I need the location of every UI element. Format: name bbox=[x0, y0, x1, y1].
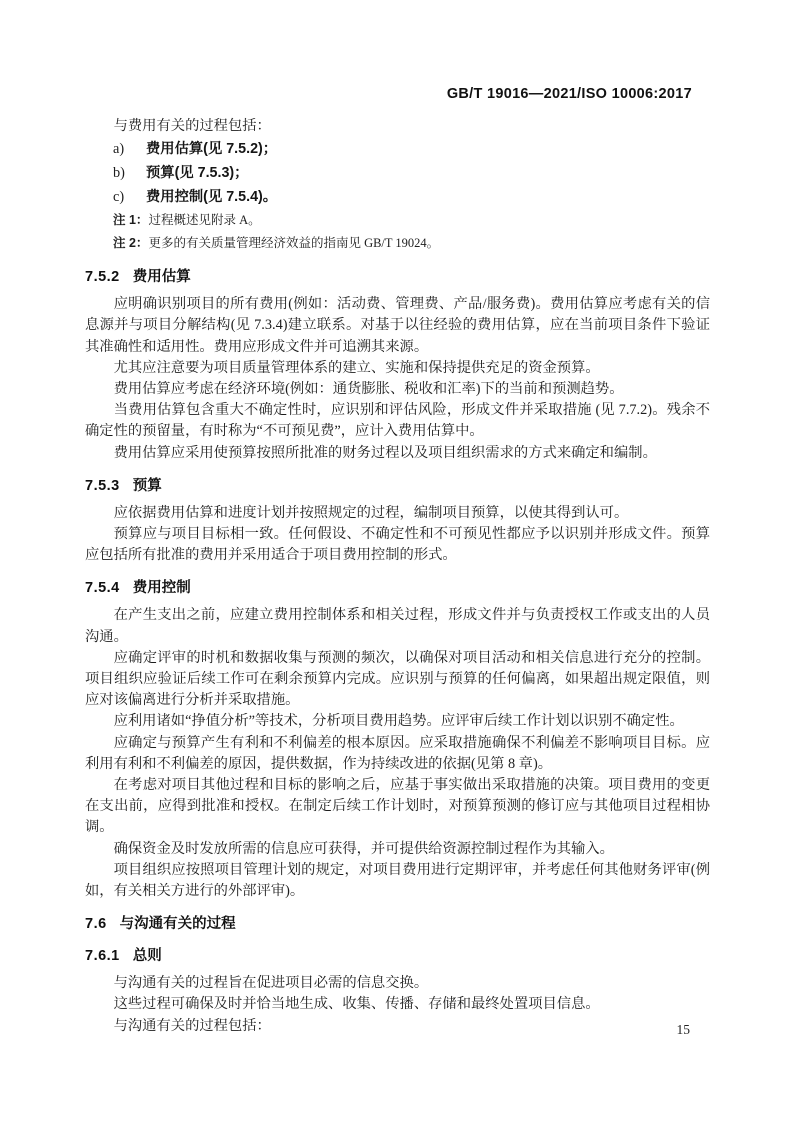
clause-heading bbox=[85, 578, 710, 598]
paragraph: 这些过程可确保及时并恰当地生成、收集、传播、存储和最终处置项目信息。 bbox=[113, 996, 600, 1013]
clause-number: 7.5.4 bbox=[85, 580, 120, 597]
note bbox=[113, 209, 710, 232]
paragraph: 预算应与项目目标相一致。任何假设、不确定性和不可预见性都应予以识别并形成文件。预算应包括所有批准的费用并采用适合于项目费用控制的形式。 bbox=[85, 526, 710, 564]
clause-heading bbox=[85, 476, 710, 496]
page-number: 15 bbox=[676, 1022, 690, 1037]
list-text: 预算(见 7.5.3)； bbox=[146, 165, 249, 182]
clause-heading bbox=[85, 267, 710, 287]
paragraph: 费用估算应采用使预算按照所批准的财务过程以及项目组织需求的方式来确定和编制。 bbox=[113, 444, 657, 461]
list-marker: a) bbox=[113, 141, 125, 158]
standard-number: GB/T 19016—2021/ISO 10006:2017 bbox=[446, 86, 692, 102]
paragraph: 项目组织应按照项目管理计划的规定，对项目费用进行定期评审，并考虑任何其他财务评审(例如，有关相关方进行的外部评审)。 bbox=[85, 861, 710, 900]
note-text: 更多的有关质量管理经济效益的指南见 GB/T 19024。 bbox=[148, 236, 440, 251]
clause-heading bbox=[85, 946, 710, 966]
document-body bbox=[85, 116, 710, 1037]
paragraph: 应明确识别项目的所有费用(例如：活动费、管理费、产品/服务费)。费用估算应考虑有关的信息源并与项目分解结构(见 7.3.4)建立联系。对基于以往经验的费用估算，应在当前项目条件下验证其准确性和适用性。费用应形成文件并可追溯其来源。 bbox=[85, 296, 710, 355]
paragraph: 尤其应注意要为项目质量管理体系的建立、实施和保持提供充足的资金预算。 bbox=[113, 359, 600, 376]
clause-title: 预算 bbox=[132, 477, 162, 494]
clause-title: 与沟通有关的过程 bbox=[119, 916, 236, 933]
list-item bbox=[113, 185, 710, 209]
paragraph: 应确定与预算产生有利和不利偏差的根本原因。应采取措施确保不利偏差不影响项目目标。应利用有利和不利偏差的原因，提供数据，作为持续改进的依据(见第 8 章)。 bbox=[85, 734, 710, 772]
note-label: 注 2： bbox=[113, 236, 149, 251]
list-text: 费用控制(见 7.5.4)。 bbox=[146, 189, 278, 206]
list-marker: b) bbox=[113, 165, 125, 182]
paragraph: 与沟通有关的过程包括： bbox=[113, 1017, 271, 1034]
clause-number: 7.5.2 bbox=[85, 269, 120, 286]
paragraph: 应依据费用估算和进度计划并按照规定的过程，编制项目预算，以使其得到认可。 bbox=[113, 504, 629, 521]
paragraph: 与沟通有关的过程旨在促进项目必需的信息交换。 bbox=[113, 975, 429, 992]
note-label: 注 1： bbox=[113, 213, 149, 228]
clause-number: 7.6 bbox=[85, 916, 107, 933]
clause-title: 费用控制 bbox=[132, 580, 191, 597]
clause-number: 7.6.1 bbox=[85, 948, 120, 965]
clause-number: 7.5.3 bbox=[85, 477, 120, 494]
clause-heading bbox=[85, 914, 710, 934]
list-item bbox=[113, 137, 710, 161]
page-header bbox=[85, 86, 710, 102]
note-text: 过程概述见附录 A。 bbox=[148, 213, 261, 228]
paragraph: 在产生支出之前，应建立费用控制体系和相关过程，形成文件并与负责授权工作或支出的人员沟通。 bbox=[85, 607, 710, 645]
note bbox=[113, 232, 710, 255]
paragraph: 在考虑对项目其他过程和目标的影响之后，应基于事实做出采取措施的决策。项目费用的变更在支出前，应得到批准和授权。在制定后续工作计划时，对预算预测的修订应与其他项目过程相协调。 bbox=[85, 777, 710, 836]
paragraph: 费用估算应考虑在经济环境(例如：通货膨胀、税收和汇率)下的当前和预测趋势。 bbox=[113, 381, 624, 398]
paragraph: 当费用估算包含重大不确定性时，应识别和评估风险，形成文件并采取措施 (见 7.7.2)。残余不确定性的预留量，有时称为“不可预见费”，应计入费用估算中。 bbox=[85, 402, 710, 440]
list-marker: c) bbox=[113, 189, 125, 206]
clause-title: 费用估算 bbox=[132, 269, 191, 286]
list-item bbox=[113, 161, 710, 185]
paragraph: 确保资金及时发放所需的信息应可获得，并可提供给资源控制过程作为其输入。 bbox=[113, 840, 614, 857]
paragraph: 与费用有关的过程包括： bbox=[113, 118, 271, 134]
list-text: 费用估算(见 7.5.2)； bbox=[146, 141, 278, 158]
clause-title: 总则 bbox=[132, 948, 162, 965]
paragraph: 应确定评审的时机和数据收集与预测的频次，以确保对项目活动和相关信息进行充分的控制。项目组织应验证后续工作可在剩余预算内完成。应识别与预算的任何偏离，如果超出规定限值，则应对该偏离进行分析并采取措施。 bbox=[85, 649, 710, 709]
paragraph: 应利用诸如“挣值分析”等技术，分析项目费用趋势。应评审后续工作计划以识别不确定性。 bbox=[113, 713, 684, 730]
